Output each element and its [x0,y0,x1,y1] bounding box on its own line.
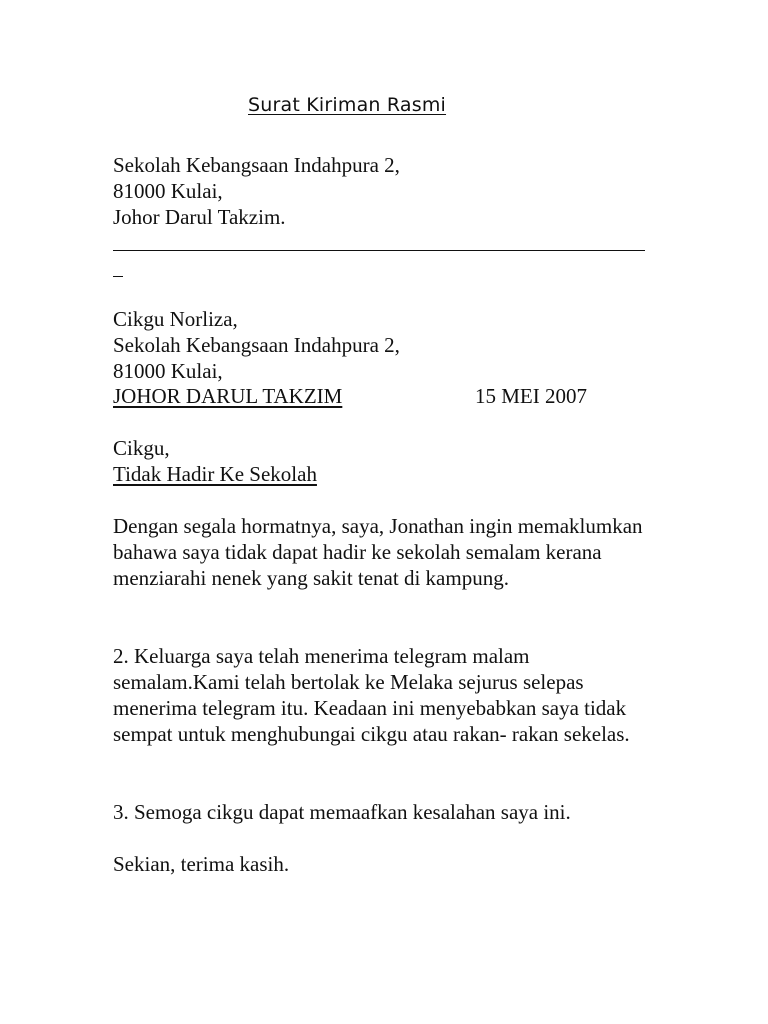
body-paragraph-3: 3. Semoga cikgu dapat memaafkan kesalahan saya ini. [113,800,571,824]
recipient-address-line-1: Sekolah Kebangsaan Indahpura 2, [113,333,400,357]
sender-address-line-3: Johor Darul Takzim. [113,205,286,229]
sender-address-line-1: Sekolah Kebangsaan Indahpura 2, [113,153,400,177]
salutation: Cikgu, [113,436,170,460]
subject-line: Tidak Hadir Ke Sekolah [113,462,317,486]
recipient-state: JOHOR DARUL TAKZIM [113,384,343,408]
recipient-name: Cikgu Norliza, [113,307,238,331]
separator-line-tail [113,276,123,277]
body-paragraph-1: Dengan segala hormatnya, saya, Jonathan ingin memaklumkan bahawa saya tidak dapat hadir ke sekolah semalam kerana menziarahi nenek yang sakit tenat di kampung. [113,514,643,590]
separator-line [113,250,645,251]
closing-line: Sekian, terima kasih. [113,852,290,876]
recipient-address-line-2: 81000 Kulai, [113,359,223,383]
sender-address-line-2: 81000 Kulai, [113,179,223,203]
letter-date: 15 MEI 2007 [475,384,587,408]
body-paragraph-2: 2. Keluarga saya telah menerima telegram malam semalam.Kami telah bertolak ke Melaka sejurus selepas menerima telegram itu. Keadaan ini menyebabkan saya tidak sempat untuk menghubungai cikgu atau rakan- rakan sekelas. [113,644,630,746]
letter-title: Surat Kiriman Rasmi [248,94,447,116]
